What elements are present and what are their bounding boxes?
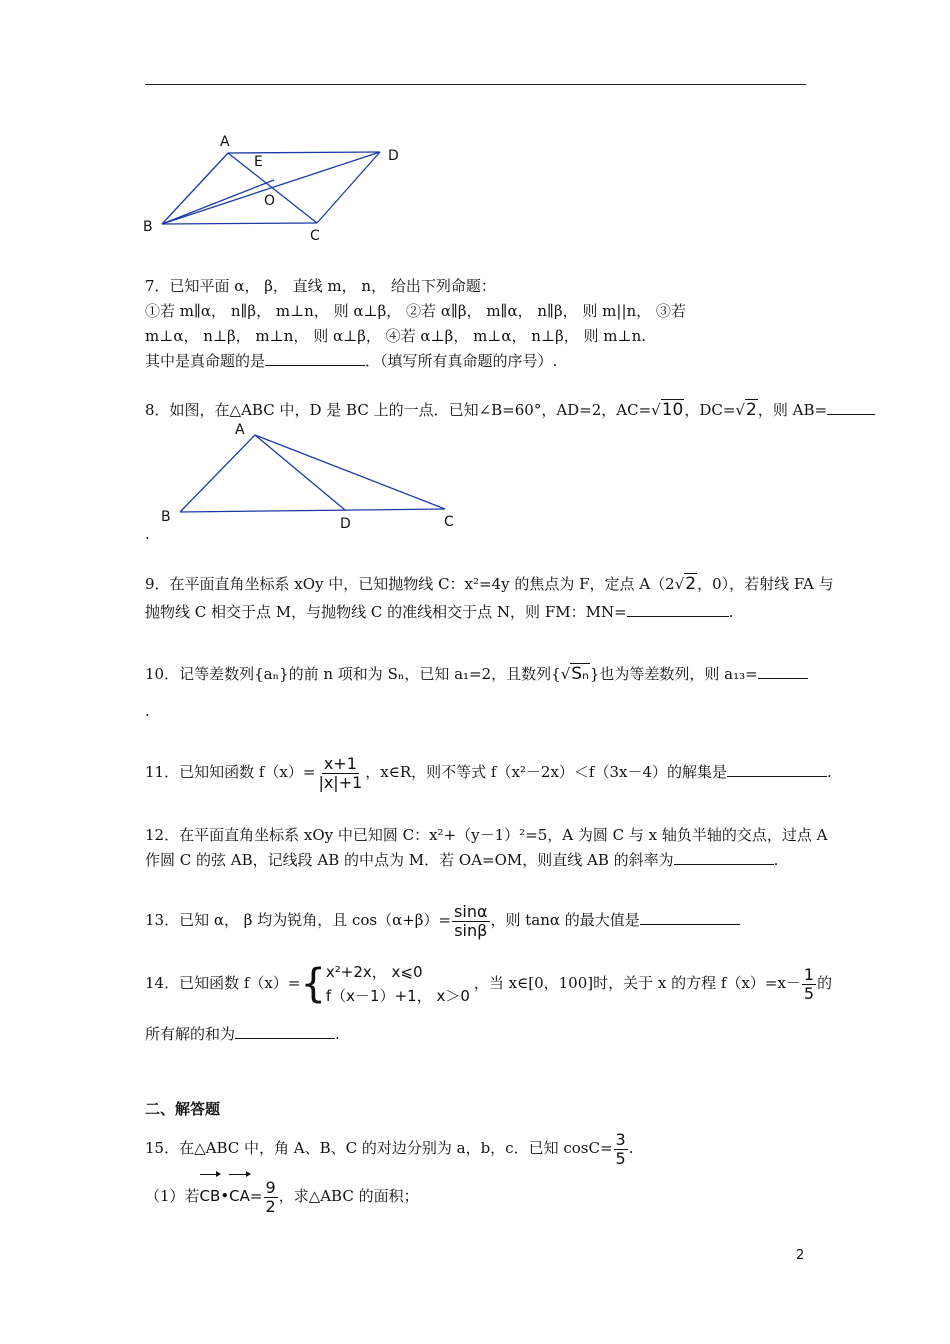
q9-line1: [145, 574, 834, 594]
numerator: x+1: [323, 753, 357, 773]
q15-line1: [145, 1128, 634, 1168]
q9-text-a: 9．在平面直角坐标系 xOy 中，已知抛物线 C：x²=4y 的焦点为 F，定点 A（2: [145, 575, 675, 593]
sqrt-2: √2: [735, 400, 757, 420]
q14-answer-blank[interactable]: [235, 1024, 335, 1039]
fraction-x-plus-1-over-abs-x-plus-1: [316, 755, 364, 792]
segment-ad: [255, 435, 345, 510]
sqrt-2-radicand: 2: [746, 400, 757, 420]
sqrt-sn-radicand: Sₙ: [571, 664, 589, 684]
case-2: f（x－1）+1， x＞0: [325, 987, 470, 1005]
section-title: 二、解答题: [145, 1100, 221, 1118]
figure-parallelogram: [140, 125, 410, 240]
sqrt-10-radicand: 10: [661, 400, 684, 420]
label-b: B: [143, 219, 153, 235]
vector-ca: CA: [229, 1176, 250, 1216]
edge-ac: [255, 435, 445, 509]
page-number: 2: [796, 1248, 805, 1263]
q7-line4: [145, 351, 557, 371]
q10-text-b: }也为等差数列，则 a₁₃=: [589, 665, 758, 683]
label-e: E: [254, 154, 263, 170]
label-d: D: [388, 148, 399, 164]
q7-line3: m⊥α， n⊥β， m⊥n， 则 α⊥β， ④若 α⊥β， m⊥α， n⊥β， 则 m⊥n.: [145, 327, 647, 345]
label-a: A: [235, 422, 245, 438]
q7-line1: 7．已知平面 α， β， 直线 m， n， 给出下列命题：: [145, 277, 496, 295]
q9-text-b: ，0），若射线 FA 与: [697, 575, 834, 593]
q10-answer-blank[interactable]: [758, 664, 808, 679]
q11-answer-blank[interactable]: [727, 762, 827, 777]
case-1: x²+2x， x⩽0: [325, 963, 423, 981]
q8-line1: [145, 400, 875, 420]
vector-cb: CB: [200, 1176, 221, 1216]
figure-triangle: [150, 418, 470, 533]
q12-answer-blank[interactable]: [674, 850, 774, 865]
q11-period: .: [827, 763, 832, 781]
q10-line1: [145, 664, 808, 684]
q9-answer-blank[interactable]: [627, 602, 729, 617]
numerator: 1: [803, 964, 815, 984]
q13-text-b: ，则 tanα 的最大值是: [490, 911, 640, 929]
left-brace: {: [300, 961, 326, 1007]
dot-product-symbol: •: [220, 1187, 230, 1205]
fraction-sin-alpha-over-sin-beta: [452, 903, 489, 940]
q14-line1: [145, 958, 832, 1008]
q14-text-c: 的: [817, 974, 833, 992]
label-c: C: [444, 514, 454, 530]
q9-prompt: 抛物线 C 相交于点 M，与抛物线 C 的准线相交于点 N，则 FM：MN=: [145, 603, 627, 621]
q11-text-b: ，x∈R，则不等式 f（x²－2x）＜f（3x－4）的解集是: [365, 763, 728, 781]
denominator: sinβ: [454, 920, 488, 940]
q15-text-a: 15．在△ABC 中，角 A、B、C 的对边分别为 a，b，c．已知 cosC=: [145, 1139, 613, 1157]
sqrt-2: √2: [674, 574, 697, 594]
q14-prompt: 所有解的和为: [145, 1025, 236, 1043]
edge-ad: [228, 152, 380, 153]
segment-be: [162, 180, 274, 224]
q8-text-c: ，则 AB=: [757, 401, 828, 419]
q11-line1: [145, 752, 832, 792]
q15-text-b: .: [628, 1139, 634, 1157]
label-o: O: [264, 193, 276, 209]
denominator: |x|+1: [318, 772, 363, 792]
q8-period: .: [145, 525, 150, 543]
q15-part1-text: ，求△ABC 的面积；: [278, 1187, 419, 1205]
fraction-1-over-5: [802, 966, 816, 1003]
equals-sign: =: [249, 1187, 263, 1205]
q12-period: .: [773, 851, 779, 869]
q8-text-b: ，DC=: [684, 401, 736, 419]
numerator: 3: [615, 1129, 626, 1149]
q7-hint: ．（填写所有真命题的序号）.: [365, 352, 558, 370]
q12-line2: [145, 850, 778, 870]
q14-period: .: [335, 1025, 340, 1043]
q10-period: .: [145, 702, 150, 720]
piecewise-cases: [326, 960, 470, 1008]
edge-bc: [180, 509, 445, 512]
denominator: 2: [265, 1196, 276, 1216]
q7-line2: ①若 m∥α， n∥β， m⊥n， 则 α⊥β， ②若 α∥β， m∥α， n∥β， 则 m||n， ③若: [145, 302, 686, 320]
denominator: 5: [803, 983, 815, 1003]
q14-text-a: 14．已知函数 f（x）=: [145, 974, 301, 992]
fraction-3-over-5: [614, 1131, 628, 1168]
label-b: B: [161, 509, 171, 525]
q14-text-b: ，当 x∈[0，100]时，关于 x 的方程 f（x）=x－: [473, 974, 801, 992]
q9-line2: [145, 602, 733, 622]
edge-cb: [162, 223, 317, 224]
q13-line1: [145, 900, 740, 940]
label-c: C: [310, 228, 320, 240]
label-a: A: [220, 134, 230, 150]
label-d: D: [340, 516, 351, 532]
q7-prompt: 其中是真命题的是: [145, 352, 266, 370]
q13-text-a: 13．已知 α， β 均为锐角，且 cos（α+β）=: [145, 911, 452, 929]
q7-answer-blank[interactable]: [265, 351, 365, 366]
q10-text-a: 10．记等差数列{aₙ}的前 n 项和为 Sₙ，已知 a₁=2，且数列{: [145, 665, 561, 683]
q14-line2: [145, 1024, 340, 1044]
denominator: 5: [615, 1148, 626, 1168]
sqrt-sn: √Sₙ: [560, 664, 589, 684]
q12-line1: 12．在平面直角坐标系 xOy 中已知圆 C：x²+（y－1）²=5，A 为圆 C 与 x 轴负半轴的交点，过点 A: [145, 826, 828, 844]
numerator: 9: [265, 1177, 276, 1197]
q15-part1-label: （1）若: [145, 1187, 200, 1205]
header-rule: [145, 84, 806, 85]
q11-text-a: 11．已知知函数 f（x）=: [145, 763, 316, 781]
q13-answer-blank[interactable]: [640, 910, 740, 925]
q12-prompt: 作圆 C 的弦 AB，记线段 AB 的中点为 M．若 OA=OM，则直线 AB 的斜率为: [145, 851, 674, 869]
sqrt-2-radicand: 2: [685, 574, 697, 594]
numerator: sinα: [454, 901, 488, 921]
q8-answer-blank[interactable]: [827, 400, 875, 415]
sqrt-10: √10: [651, 400, 684, 420]
edge-ab: [180, 435, 255, 512]
fraction-9-over-2: [264, 1179, 278, 1216]
q8-text-a: 8．如图，在△ABC 中，D 是 BC 上的一点．已知∠B=60°，AD=2，AC=: [145, 401, 652, 419]
q9-period: .: [728, 603, 734, 621]
q15-part1: [145, 1176, 419, 1216]
